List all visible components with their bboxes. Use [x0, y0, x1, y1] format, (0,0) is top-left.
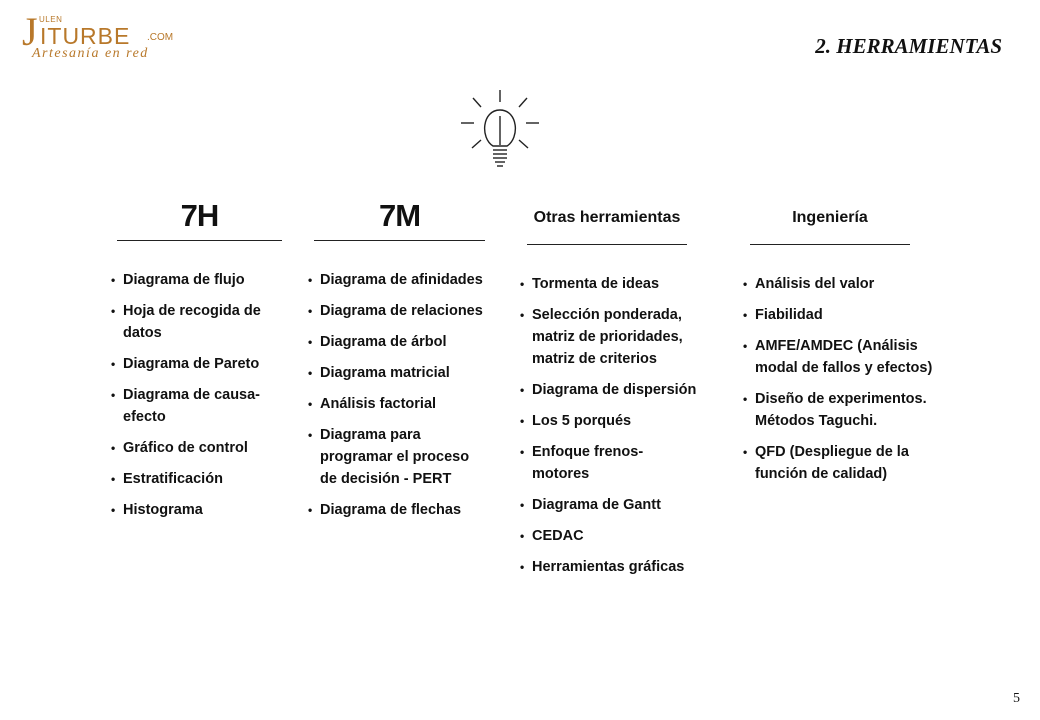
list-item: • Diagrama de dispersión [520, 379, 713, 401]
logo-small-text: ULEN [39, 15, 63, 24]
list-item: • Diagrama de Pareto [111, 353, 282, 375]
list-item: • Enfoque frenos-motores [520, 441, 652, 485]
list-item: • Diagrama de flujo [111, 269, 282, 291]
tool-list [520, 273, 713, 578]
list-item: • Diagrama de relaciones [308, 300, 485, 322]
list-item: • Diagrama de flechas [308, 499, 485, 521]
list-item: • Diagrama de Gantt [520, 494, 713, 516]
tool-list [308, 269, 485, 521]
list-item: • Diagrama para programar el proceso de decisión - PERT [308, 424, 485, 490]
section-title: 2. HERRAMIENTAS [815, 34, 1002, 58]
divider [750, 244, 910, 245]
list-item: • Gráfico de control [111, 437, 282, 459]
list-item: • Hoja de recogida de datos [111, 300, 282, 344]
page-number: 5 [1013, 691, 1020, 706]
list-item: • Los 5 porqués [520, 410, 713, 432]
list-item: • Diagrama matricial [308, 362, 485, 384]
column-7h [117, 196, 282, 530]
column-header: 7H [180, 198, 219, 233]
list-item: • Análisis factorial [308, 393, 485, 415]
logo-domain: .COM [147, 32, 174, 43]
divider [117, 240, 282, 241]
logo-name: ITURBE [40, 23, 131, 49]
list-item: • Selección ponderada, matriz de prioridades, matriz de criterios [520, 304, 713, 370]
list-item: • Diagrama de afinidades [308, 269, 485, 291]
list-item: • Tormenta de ideas [520, 273, 713, 295]
list-item: • Fiabilidad [743, 304, 933, 326]
list-item: • Análisis del valor [743, 273, 933, 295]
column-header: Otras herramientas [533, 209, 681, 226]
column-header: 7M [378, 198, 421, 233]
list-item: • Histograma [111, 499, 282, 521]
column-otras-herramientas [527, 196, 713, 587]
list-item: • Diagrama de árbol [308, 331, 485, 353]
column-7m [314, 196, 485, 530]
logo-tagline: Artesanía en red [32, 46, 149, 61]
logo-initial: J [22, 9, 38, 54]
list-item: • Diagrama de causa-efecto [111, 384, 282, 428]
divider [527, 244, 687, 245]
column-ingenieria [750, 196, 940, 494]
list-item: • Herramientas gráficas [520, 556, 713, 578]
column-header: Ingeniería [792, 209, 868, 226]
tool-list [111, 269, 282, 521]
logo [22, 9, 192, 61]
lightbulb-icon [460, 88, 540, 174]
list-item: • CEDAC [520, 525, 713, 547]
list-item: • Estratificación [111, 468, 282, 490]
list-item: • Diseño de experimentos. Métodos Taguchi. [743, 388, 933, 432]
tool-list [743, 273, 933, 485]
list-item: • AMFE/AMDEC (Análisis modal de fallos y efectos) [743, 335, 933, 379]
list-item: • QFD (Despliegue de la función de calidad) [743, 441, 933, 485]
divider [314, 240, 485, 241]
